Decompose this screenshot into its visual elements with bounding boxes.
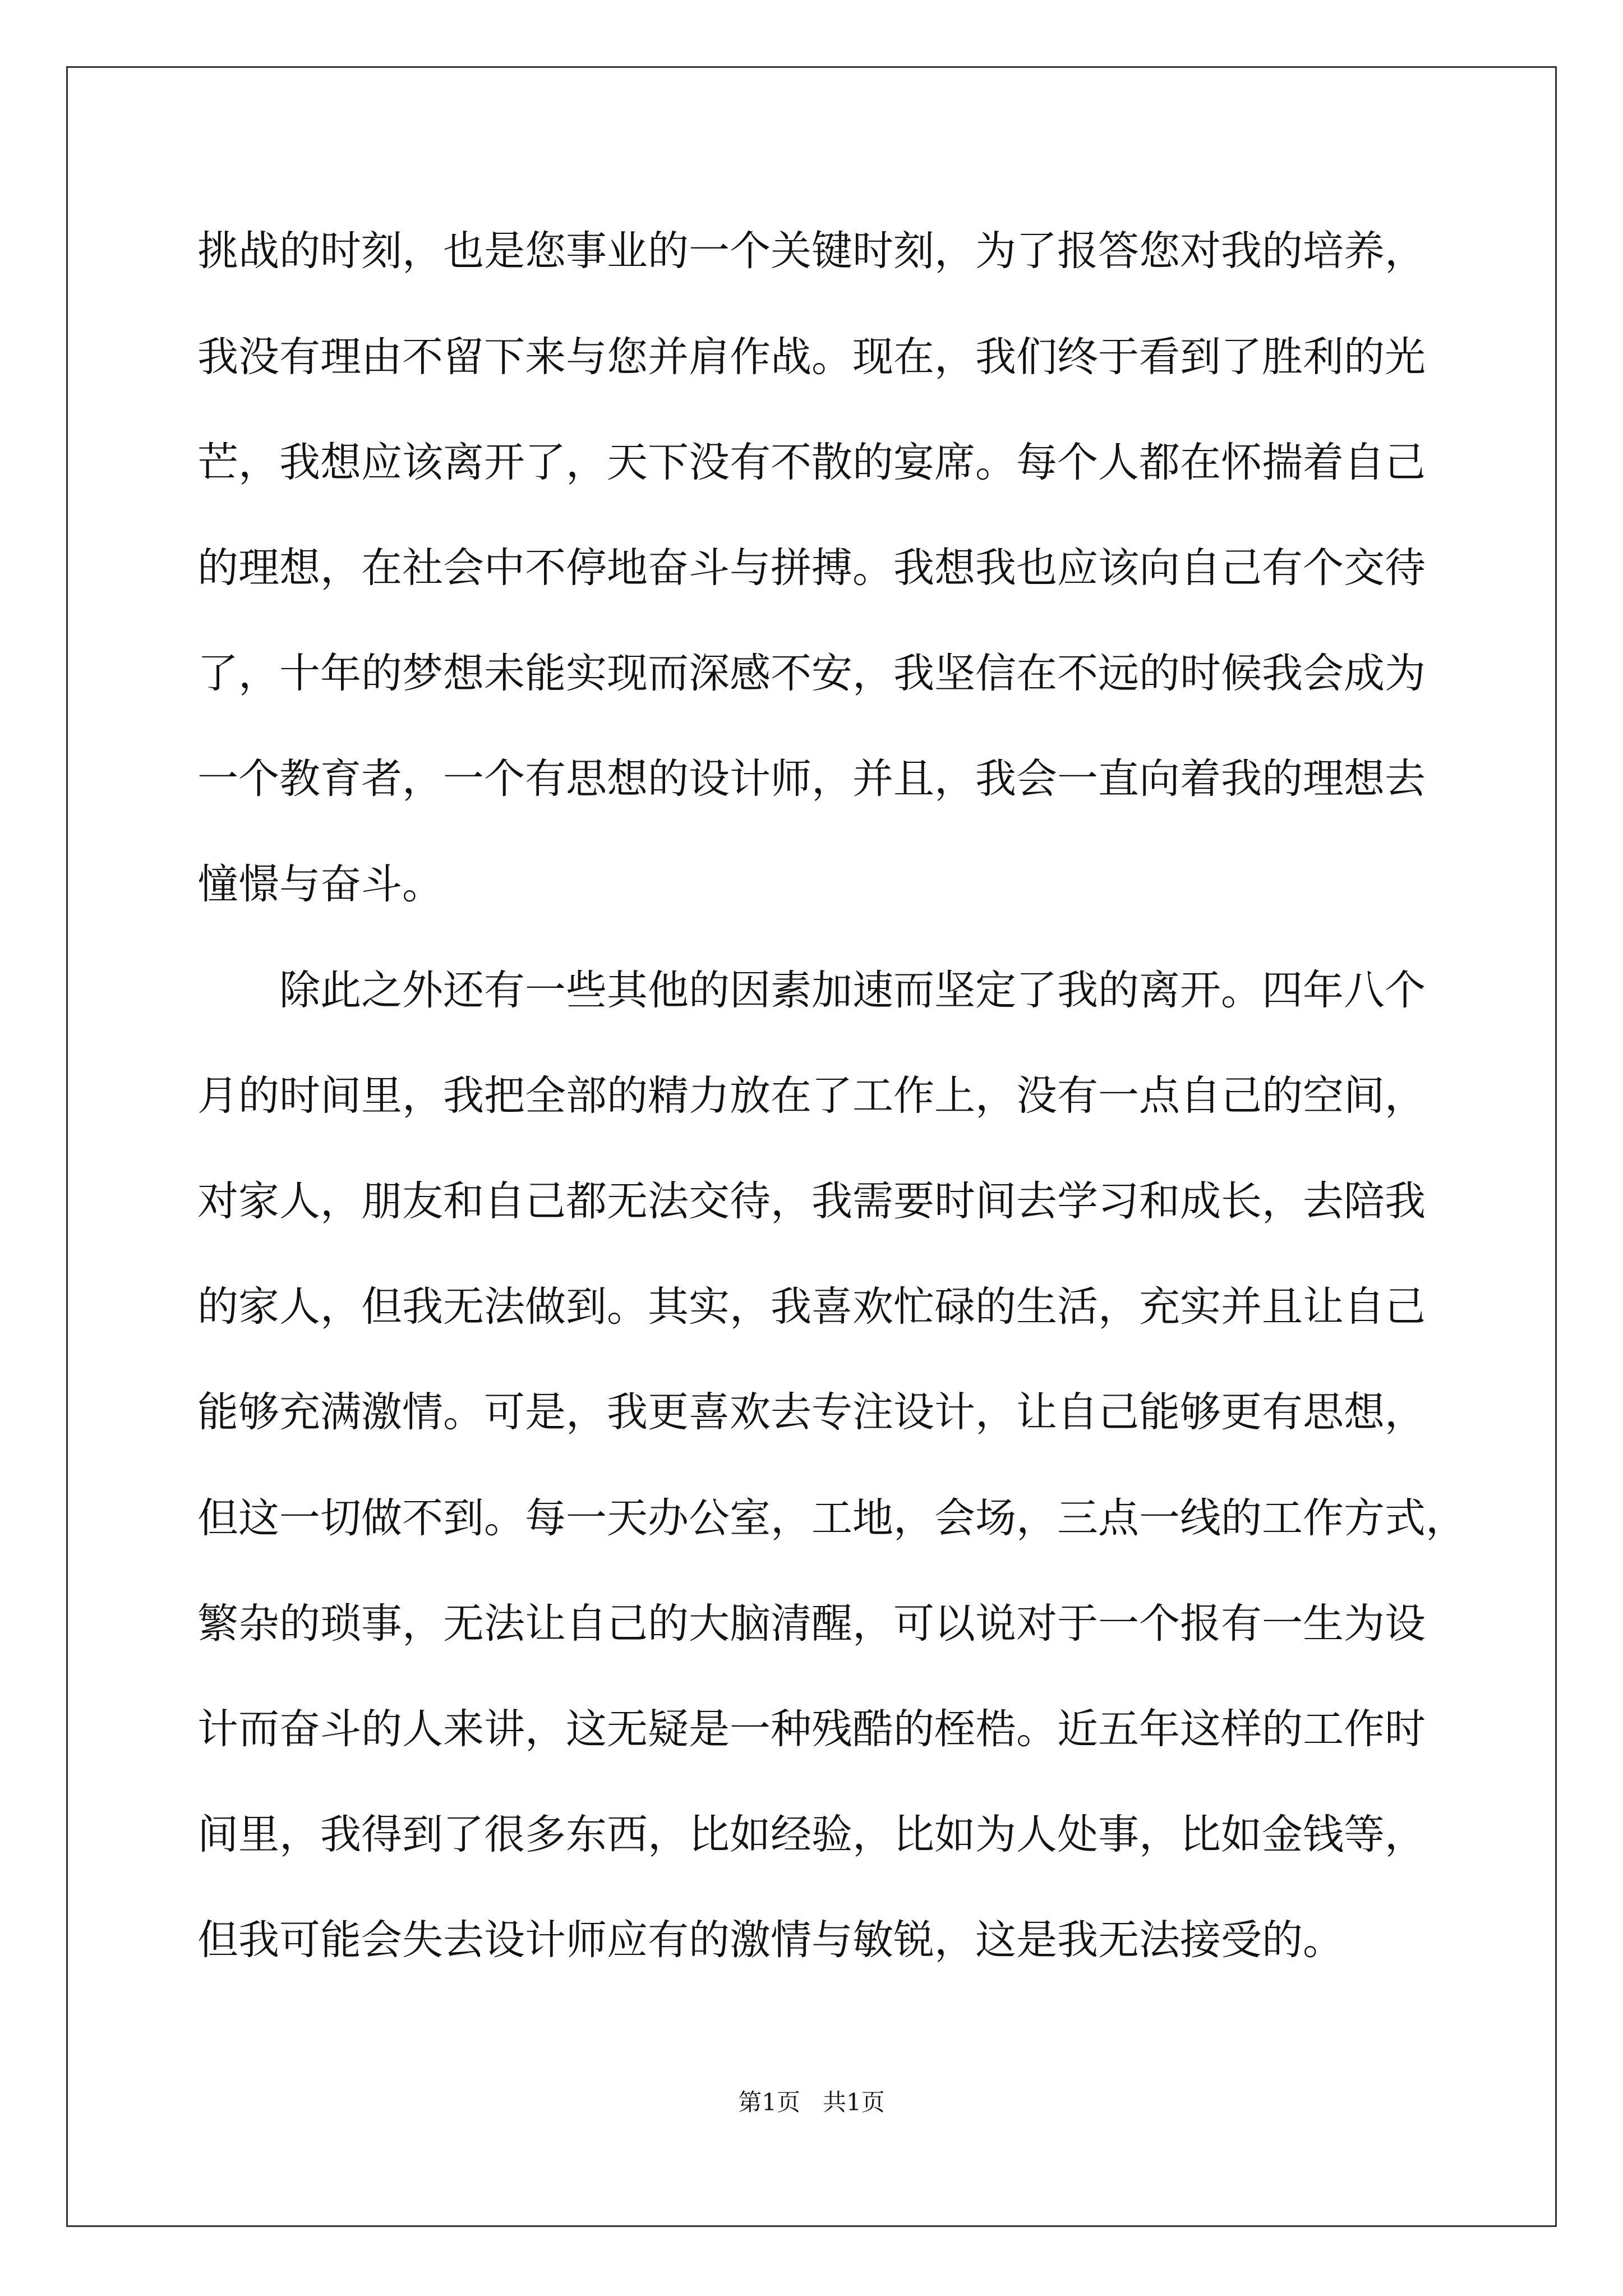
- text-line: 但我可能会失去设计师应有的激情与敏锐，这是我无法接受的。: [197, 1916, 1344, 1964]
- paragraph-first-line: 除此之外还有一些其他的因素加速而坚定了我的离开。四年八个: [279, 967, 1426, 1014]
- text-line: 芒，我想应该离开了，天下没有不散的宴席。每个人都在怀揣着自己: [197, 439, 1426, 486]
- page-number-footer: 第1页 共1页: [738, 2088, 885, 2116]
- text-line: 但这一切做不到。每一天办公室，工地，会场，三点一线的工作方式，: [197, 1494, 1467, 1542]
- text-line: 一个教育者，一个有思想的设计师，并且，我会一直向着我的理想去: [197, 755, 1426, 803]
- text-line: 对家人，朋友和自己都无法交待，我需要时间去学习和成长，去陪我: [197, 1177, 1426, 1225]
- text-line: 挑战的时刻，也是您事业的一个关键时刻，为了报答您对我的培养，: [197, 227, 1426, 275]
- text-line: 的家人，但我无法做到。其实，我喜欢忙碌的生活，充实并且让自己: [197, 1283, 1426, 1331]
- text-line: 月的时间里，我把全部的精力放在了工作上，没有一点自己的空间，: [197, 1072, 1426, 1120]
- page-border: [66, 66, 1557, 2227]
- text-line: 憧憬与奋斗。: [197, 861, 443, 908]
- text-line: 繁杂的琐事，无法让自己的大脑清醒，可以说对于一个报有一生为设: [197, 1600, 1426, 1648]
- text-line: 了，十年的梦想未能实现而深感不安，我坚信在不远的时候我会成为: [197, 650, 1426, 697]
- text-line: 能够充满激情。可是，我更喜欢去专注设计，让自己能够更有思想，: [197, 1388, 1426, 1436]
- text-line: 间里，我得到了很多东西，比如经验，比如为人处事，比如金钱等，: [197, 1811, 1426, 1858]
- text-line: 计而奋斗的人来讲，这无疑是一种残酷的桎梏。近五年这样的工作时: [197, 1705, 1426, 1753]
- text-line: 我没有理由不留下来与您并肩作战。现在，我们终于看到了胜利的光: [197, 333, 1426, 381]
- text-line: 的理想，在社会中不停地奋斗与拼搏。我想我也应该向自己有个交待: [197, 544, 1426, 592]
